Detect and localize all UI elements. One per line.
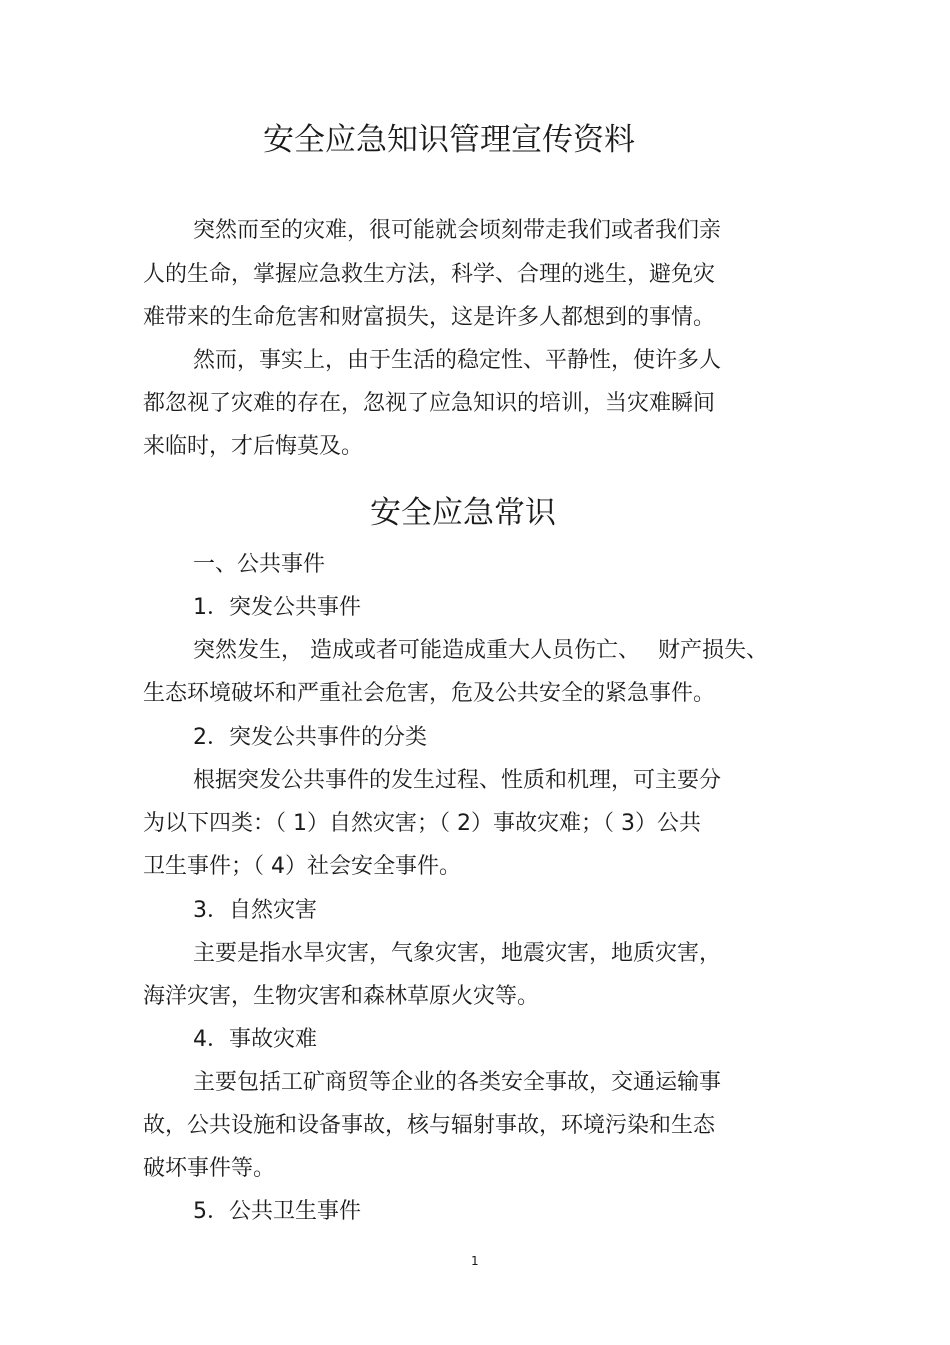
item-heading: 4．事故灾难 bbox=[193, 1027, 317, 1052]
document-title: 安全应急知识管理宣传资料 bbox=[263, 122, 635, 158]
text-line: 主要是指水旱灾害，气象灾害，地震灾害，地质灾害， bbox=[193, 941, 722, 966]
text-line: 突然而至的灾难，很可能就会顷刻带走我们或者我们亲 bbox=[193, 218, 722, 243]
item-heading: 2．突发公共事件的分类 bbox=[193, 725, 427, 750]
text-line: 故，公共设施和设备事故，核与辐射事故，环境污染和生态 bbox=[143, 1113, 716, 1138]
text-line: 主要包括工矿商贸等企业的各类安全事故，交通运输事 bbox=[193, 1070, 722, 1095]
item-heading: 3．自然灾害 bbox=[193, 898, 317, 923]
item-heading: 1．突发公共事件 bbox=[193, 595, 361, 620]
text-line: 生态环境破坏和严重社会危害，危及公共安全的紧急事件。 bbox=[143, 681, 716, 706]
page-number: 1 bbox=[471, 1254, 479, 1268]
section-title: 安全应急常识 bbox=[370, 495, 556, 531]
text-line: 都忽视了灾难的存在，忽视了应急知识的培训，当灾难瞬间 bbox=[143, 391, 716, 416]
item-heading: 5．公共卫生事件 bbox=[193, 1199, 361, 1224]
text-line: 突然发生， 造成或者可能造成重大人员伤亡、 财产损失、 bbox=[193, 638, 768, 663]
text-line: 破坏事件等。 bbox=[143, 1156, 276, 1181]
text-line: 人的生命，掌握应急救生方法，科学、合理的逃生，避免灾 bbox=[143, 262, 716, 287]
text-line: 海洋灾害，生物灾害和森林草原火灾等。 bbox=[143, 984, 540, 1009]
section-heading: 一、公共事件 bbox=[193, 552, 326, 577]
text-line: 然而，事实上，由于生活的稳定性、平静性，使许多人 bbox=[193, 348, 722, 373]
text-line: 难带来的生命危害和财富损失，这是许多人都想到的事情。 bbox=[143, 305, 716, 330]
text-line: 卫生事件；（ 4）社会安全事件。 bbox=[143, 854, 461, 879]
text-line: 为以下四类：（ 1）自然灾害；（ 2）事故灾难；（ 3）公共 bbox=[143, 811, 701, 836]
text-line: 根据突发公共事件的发生过程、性质和机理，可主要分 bbox=[193, 768, 722, 793]
text-line: 来临时，才后悔莫及。 bbox=[143, 434, 364, 459]
